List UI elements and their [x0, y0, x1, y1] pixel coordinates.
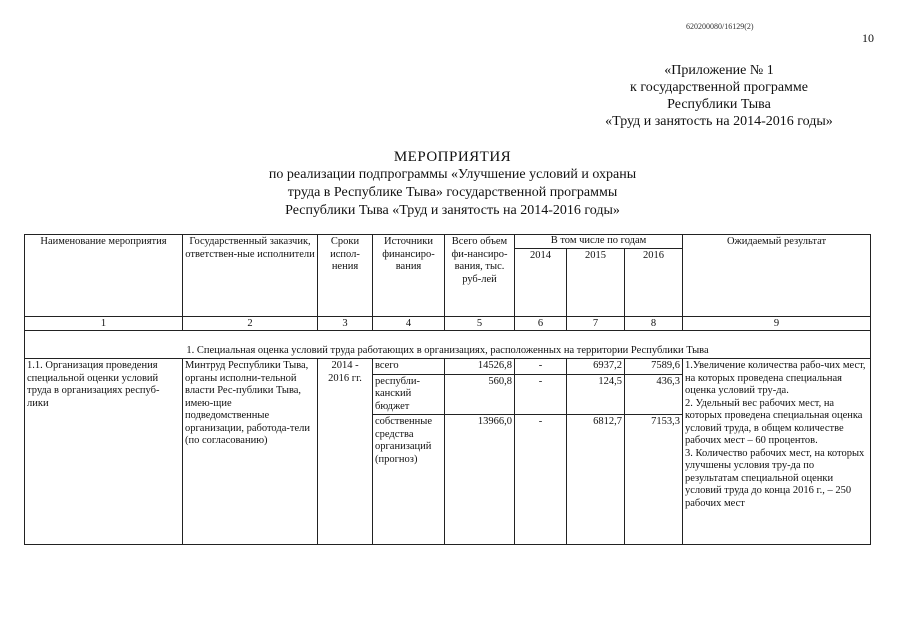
- header-result: Ожидаемый результат: [683, 235, 871, 317]
- column-number: 4: [373, 316, 445, 330]
- header-customer: Государственный заказчик, ответствен-ные исполнители: [183, 235, 318, 317]
- funding-source: республи-канский бюджет: [373, 374, 445, 415]
- header-year-2014: 2014: [515, 248, 567, 316]
- measure-name: 1.1. Организация проведения специальной оценки условий труда в организациях респуб-лики: [25, 359, 183, 545]
- column-number: 6: [515, 316, 567, 330]
- measures-table: [24, 234, 871, 545]
- title-line: труда в Республике Тыва» государственной программы: [287, 185, 618, 200]
- header-year-2015: 2015: [567, 248, 625, 316]
- header-total: Всего объем фи-нансиро-вания, тыс. руб-лей: [445, 235, 515, 317]
- funding-total: 13966,0: [445, 415, 515, 545]
- document-code: 620200080/16129(2): [686, 22, 754, 31]
- header-year-2016: 2016: [625, 248, 683, 316]
- funding-2015: 6812,7: [567, 415, 625, 545]
- header-name: Наименование мероприятия: [25, 235, 183, 317]
- funding-source: собственные средства организаций (прогноз): [373, 415, 445, 545]
- funding-total: 560,8: [445, 374, 515, 415]
- appendix-line: «Приложение № 1: [664, 63, 774, 78]
- column-number: 7: [567, 316, 625, 330]
- table-row: [25, 359, 871, 375]
- page-number: 10: [862, 31, 874, 45]
- column-number: 3: [318, 316, 373, 330]
- header-by-years: В том числе по годам: [515, 235, 683, 249]
- funding-total: 14526,8: [445, 359, 515, 375]
- measure-customer: Минтруд Республики Тыва, органы исполни-тельной власти Рес-публики Тыва, имею-щие подведомственные организации, работода-тели (по согласованию): [183, 359, 318, 545]
- column-number-row: [25, 316, 871, 330]
- funding-2016: 7589,6: [625, 359, 683, 375]
- expected-results: [683, 359, 871, 545]
- document-title: [220, 148, 685, 220]
- column-number: 1: [25, 316, 183, 330]
- header-terms: Сроки испол-нения: [318, 235, 373, 317]
- result-item: 2. Удельный вес рабочих мест, на которых проведена специальная оценка условий труда, в общем количестве рабочих мест – 60 процентов.: [685, 397, 863, 446]
- result-item: 1.Увеличение количества рабо-чих мест, на которых проведена специальная оценка условий тру-да.: [685, 360, 866, 396]
- appendix-block: [569, 62, 869, 130]
- result-item: 3. Количество рабочих мест, на которых улучшены условия тру-да по результатам специальной оценки условий труда до конца 2016 г., – 250 рабочих мест: [685, 447, 865, 509]
- column-number: 5: [445, 316, 515, 330]
- funding-source: всего: [373, 359, 445, 375]
- header-sources: Источники финансиро-вания: [373, 235, 445, 317]
- title-line: Республики Тыва «Труд и занятость на 2014-2016 годы»: [285, 203, 620, 218]
- funding-2015: 6937,2: [567, 359, 625, 375]
- column-number: 9: [683, 316, 871, 330]
- spacer-cell: [25, 330, 871, 344]
- section-heading: 1. Специальная оценка условий труда работающих в организациях, расположенных на территории Республики Тыва: [25, 344, 871, 359]
- funding-2014: -: [515, 359, 567, 375]
- funding-2016: 7153,3: [625, 415, 683, 545]
- funding-2014: -: [515, 374, 567, 415]
- title-main: МЕРОПРИЯТИЯ: [393, 149, 512, 165]
- column-number: 8: [625, 316, 683, 330]
- funding-2014: -: [515, 415, 567, 545]
- funding-2016: 436,3: [625, 374, 683, 415]
- funding-2015: 124,5: [567, 374, 625, 415]
- appendix-line: к государственной программе: [630, 80, 808, 95]
- measure-terms: 2014 - 2016 гг.: [318, 359, 373, 545]
- appendix-line: «Труд и занятость на 2014-2016 годы»: [605, 114, 833, 129]
- title-line: по реализации подпрограммы «Улучшение условий и охраны: [268, 167, 637, 182]
- column-number: 2: [183, 316, 318, 330]
- appendix-line: Республики Тыва: [667, 97, 771, 112]
